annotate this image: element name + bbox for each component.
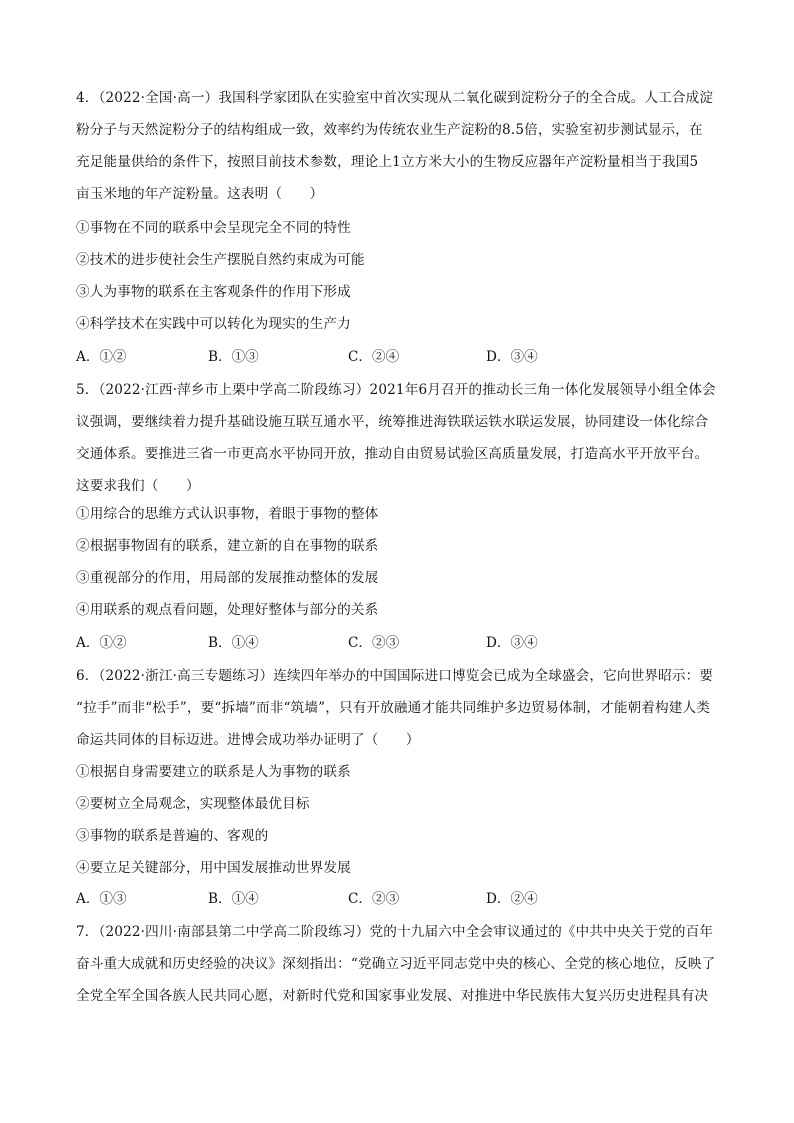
- answer-option: A．①③: [76, 891, 127, 907]
- statement-item: ①根据自身需要建立的联系是人为事物的联系: [76, 764, 351, 780]
- answer-option: D．③④: [486, 349, 538, 365]
- statement-item: ③事物的联系是普遍的、客观的: [76, 828, 269, 844]
- question-text-line: 充足能量供给的条件下，按照目前技术参数，理论上1立方米大小的生物反应器年产淀粉量相当于我国5: [76, 154, 699, 170]
- statement-item: ③重视部分的作用，用局部的发展推动整体的发展: [76, 570, 379, 586]
- statement-item: ④科学技术在实践中可以转化为现实的生产力: [76, 316, 351, 332]
- answer-option: B．①④: [208, 635, 259, 651]
- answer-option: D．③④: [486, 635, 538, 651]
- question-text-line: 7．（2022·四川·南部县第二中学高二阶段练习）党的十九届六中全会审议通过的《中共中央关于党的百年: [76, 924, 714, 940]
- question-text-line: 交通体系。要推进三省一市更高水平协同开放，推动自由贸易试验区高质量发展，打造高水平开放平台。: [76, 446, 709, 462]
- answer-option: A．①②: [76, 635, 127, 651]
- answer-option: D．②④: [486, 891, 538, 907]
- question-text-line: 命运共同体的目标迈进。进博会成功举办证明了（ ）: [76, 732, 420, 748]
- question-text-line: 亩玉米地的年产淀粉量。这表明（ ）: [76, 186, 324, 202]
- question-text-line: 奋斗重大成就和历史经验的决议》深刻指出：“党确立习近平同志党中央的核心、全党的核心地位，反映了: [76, 956, 716, 972]
- statement-item: ①事物在不同的联系中会呈现完全不同的特性: [76, 220, 351, 236]
- question-text-line: 议强调，要继续着力提升基础设施互联互通水平，统筹推进海铁联运铁水联运发展，协同建设一体化综合: [76, 414, 709, 430]
- statement-item: ④要立足关键部分，用中国发展推动世界发展: [76, 860, 351, 876]
- answer-option: C．②④: [348, 349, 400, 365]
- statement-item: ②根据事物固有的联系，建立新的自在事物的联系: [76, 538, 379, 554]
- answer-option: B．①③: [208, 349, 259, 365]
- question-text-line: 4．（2022·全国·高一）我国科学家团队在实验室中首次实现从二氧化碳到淀粉分子的全合成。人工合成淀: [76, 90, 714, 106]
- question-text-line: 6．（2022·浙江·高三专题练习）连续四年举办的中国国际进口博览会已成为全球盛会，它向世界昭示：要: [76, 668, 714, 684]
- question-text-line: 全党全军全国各族人民共同心愿，对新时代党和国家事业发展、对推进中华民族伟大复兴历史进程具有决: [76, 988, 709, 1004]
- question-text-line: 粉分子与天然淀粉分子的结构组成一致，效率约为传统农业生产淀粉的8.5倍，实验室初步测试显示，在: [76, 122, 703, 138]
- answer-option: B．①④: [208, 891, 259, 907]
- statement-item: ②技术的进步使社会生产摆脱自然约束成为可能: [76, 252, 365, 268]
- statement-item: ④用联系的观点看问题，处理好整体与部分的关系: [76, 602, 379, 618]
- answer-option: C．②③: [348, 891, 400, 907]
- answer-option: A．①②: [76, 349, 127, 365]
- question-text-line: 这要求我们（ ）: [76, 478, 200, 494]
- statement-item: ②要树立全局观念，实现整体最优目标: [76, 796, 310, 812]
- answer-option: C．②③: [348, 635, 400, 651]
- statement-item: ③人为事物的联系在主客观条件的作用下形成: [76, 284, 351, 300]
- question-text-line: “拉手”而非“松手”，要“拆墙”而非“筑墙”，只有开放融通才能共同维护多边贸易体制，才能朝着构建人类: [76, 700, 711, 716]
- question-text-line: 5．（2022·江西·萍乡市上栗中学高二阶段练习）2021年6月召开的推动长三角一体化发展领导小组全体会: [76, 382, 716, 398]
- statement-item: ①用综合的思维方式认识事物，着眼于事物的整体: [76, 506, 379, 522]
